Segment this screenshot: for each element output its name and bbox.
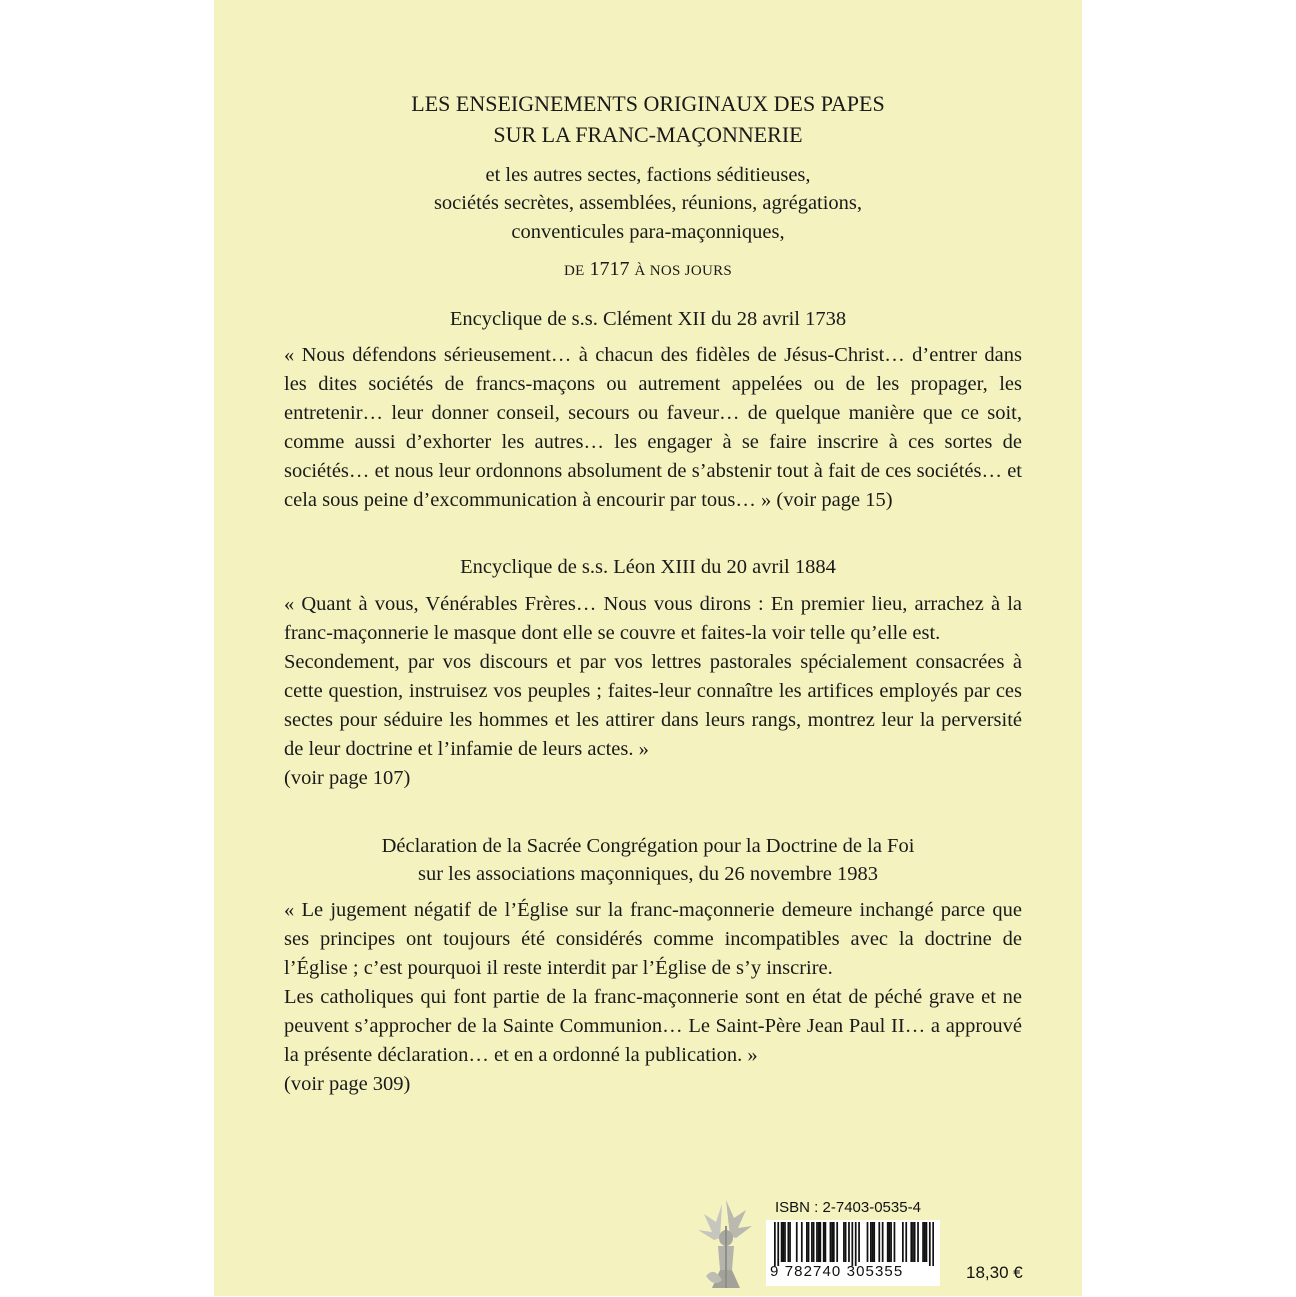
barcode-bar (808, 1222, 810, 1262)
section-3-quote (284, 896, 1022, 1099)
subtitle-line-1: et les autres sectes, factions séditieuses, (485, 164, 811, 186)
barcode-bar (914, 1222, 916, 1262)
archangel-logo-icon (696, 1196, 754, 1292)
barcode-bar (818, 1222, 820, 1262)
barcode-bar (878, 1222, 880, 1262)
section-2-quote (284, 590, 1022, 793)
barcode-bar (926, 1222, 928, 1262)
date-range-suffix: À NOS JOURS (634, 263, 733, 279)
barcode-bar (912, 1222, 914, 1262)
section-3-page-ref: (voir page 309) (284, 1073, 411, 1095)
barcode-bar (831, 1222, 833, 1262)
barcode-bar (787, 1222, 789, 1262)
barcode-bar (894, 1222, 896, 1262)
barcode-bar (833, 1222, 835, 1262)
price-label: 18,30 € (966, 1263, 1023, 1282)
barcode-bar (843, 1222, 845, 1262)
date-range-start: 1717 (589, 258, 630, 280)
barcode-bar (830, 1222, 832, 1262)
barcode-bar (872, 1222, 874, 1262)
barcode-digits: 9 782740 305355 (770, 1263, 904, 1280)
barcode-bar (902, 1222, 904, 1262)
ean-barcode (766, 1220, 940, 1286)
barcode-bar (882, 1222, 884, 1262)
barcode-bar (825, 1222, 827, 1262)
barcode-bar (796, 1222, 798, 1262)
barcode-bar (848, 1222, 850, 1262)
section-1-quote-text: « Nous défendons sérieusement… à chacun des fidèles de Jésus-Christ… d’entrer dans les dites sociétés de francs-maçons ou autrement appelées ou de les propager, les entretenir… leur donner conseil, secours ou faveur… de quelque manière que ce soit, comme aussi d’exhorter les autres… les engager à se faire inscrire à ces sortes de sociétés… et nous leur ordonnons absolument de s’abstenir tout à fait de ces sociétés… et cela sous peine d’excommunication à encourir par tous… » (voir page 15) (284, 344, 1022, 511)
barcode-bar (782, 1222, 784, 1262)
barcode-bar (873, 1222, 875, 1262)
barcode-bar (806, 1222, 808, 1262)
barcode-bar (836, 1222, 838, 1262)
date-range (214, 258, 1082, 281)
barcode-bar (910, 1222, 912, 1262)
section-1-heading: Encyclique de s.s. Clément XII du 28 avril 1738 (449, 308, 847, 330)
barcode-bar (932, 1222, 934, 1266)
barcode-bar (929, 1222, 931, 1266)
barcode-bar (889, 1222, 891, 1262)
barcode-bar (867, 1222, 869, 1262)
barcode-bar (816, 1222, 818, 1262)
barcode-bars (774, 1222, 934, 1266)
subtitle-line-3: conventicules para-maçonniques, (511, 221, 785, 243)
barcode-bar (905, 1222, 907, 1262)
barcode-bar (784, 1222, 786, 1262)
barcode-bar (774, 1222, 776, 1266)
barcode-bar (855, 1222, 857, 1266)
barcode-bar (801, 1222, 803, 1262)
barcode-bar (922, 1222, 924, 1262)
barcode-bar (870, 1222, 872, 1262)
section-2-quote-paragraph-2: Secondement, par vos discours et par vos lettres pastorales spécialement consacrées à cette question, instruisez vos peuples ; faites-leur connaître les artifices employés par ces sectes pour séduire les hommes et les attirer dans leurs rangs, montrez leur la perversité de leur doctrine et l’infamie de leurs actes. » (284, 651, 1022, 760)
book-title-line-2: SUR LA FRANC-MAÇONNERIE (493, 122, 803, 147)
book-title-line-1: LES ENSEIGNEMENTS ORIGINAUX DES PAPES (411, 91, 885, 116)
section-2-quote-paragraph-1: « Quant à vous, Vénérables Frères… Nous vous dirons : En premier lieu, arrachez à la franc-maçonnerie le masque dont elle se couvre et faites-la voir telle qu’elle est. (284, 593, 1022, 644)
barcode-bar (851, 1222, 853, 1266)
isbn-label: ISBN : 2-7403-0535-4 (775, 1199, 921, 1216)
barcode-bar (777, 1222, 779, 1266)
section-2-heading: Encyclique de s.s. Léon XIII du 20 avril 1884 (460, 556, 836, 578)
barcode-bar (823, 1222, 825, 1262)
barcode-bar (819, 1222, 821, 1262)
section-3-heading-line-2: sur les associations maçonniques, du 26 novembre 1983 (417, 863, 879, 885)
barcode-bar (845, 1222, 847, 1262)
barcode-bar (924, 1222, 926, 1262)
book-back-cover (214, 0, 1082, 1296)
barcode-bar (858, 1222, 860, 1262)
barcode-bar (789, 1222, 791, 1262)
subtitle-line-2: sociétés secrètes, assemblées, réunions, agrégations, (433, 192, 863, 214)
barcode-bar (781, 1222, 783, 1262)
barcode-bar (813, 1222, 815, 1262)
barcode-bar (917, 1222, 919, 1262)
section-2-page-ref: (voir page 107) (284, 767, 411, 789)
section-3-quote-paragraph-1: « Le jugement négatif de l’Église sur la franc-maçonnerie demeure inchangé parce que ses principes ont toujours été considérés comme incompatibles avec la doctrine de l’Église ; c’est pourquoi il reste interdit par l’Église de s’y inscrire. (284, 899, 1022, 979)
section-3-heading-line-1: Déclaration de la Sacrée Congrégation pour la Doctrine de la Foi (381, 835, 915, 857)
section-1-quote (284, 341, 1022, 515)
section-3-quote-paragraph-2: Les catholiques qui font partie de la franc-maçonnerie sont en état de péché grave et ne peuvent s’approcher de la Sainte Communion… Le Saint-Père Jean Paul II… a approuvé la présente déclaration… et en a ordonné la publication. » (284, 986, 1022, 1066)
barcode-bar (890, 1222, 892, 1262)
barcode-bar (887, 1222, 889, 1262)
barcode-bar (811, 1222, 813, 1262)
date-range-prefix: DE (563, 263, 585, 279)
